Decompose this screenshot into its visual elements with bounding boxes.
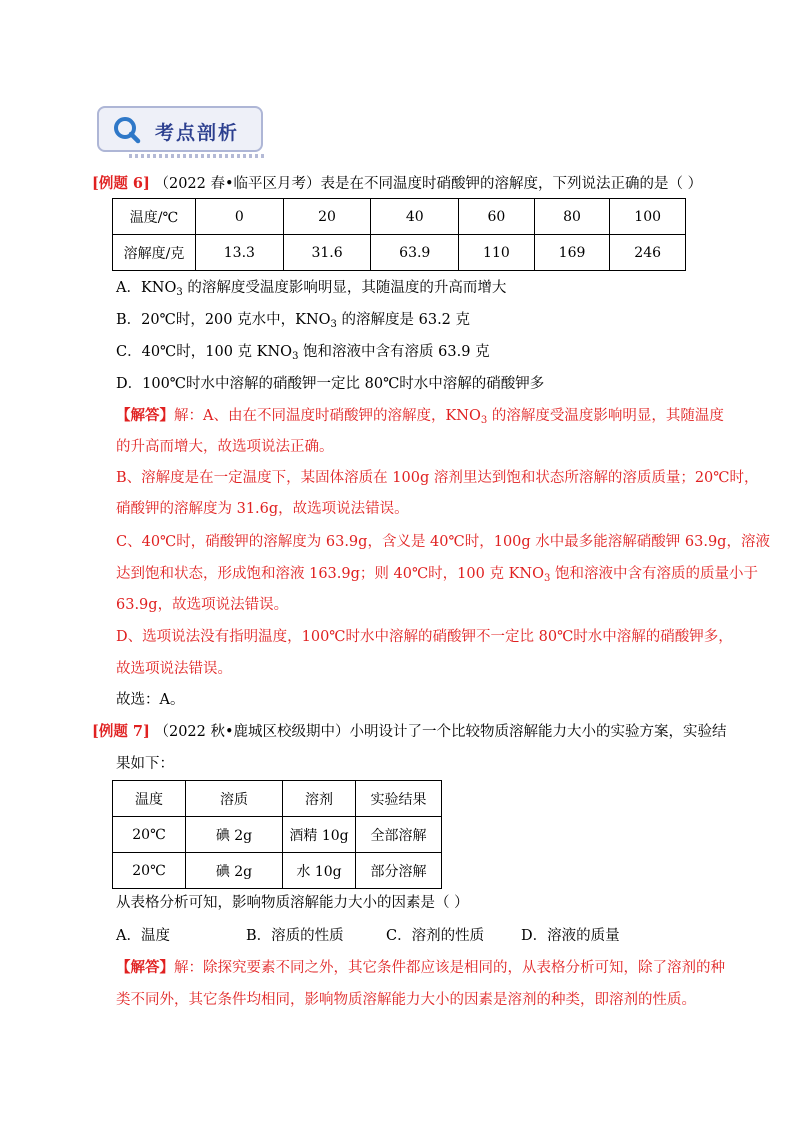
q6-option-d: D．100℃时水中溶解的硝酸钾一定比 80℃时水中溶解的硝酸钾多	[116, 376, 545, 392]
table-cell: 部分溶解	[356, 853, 442, 889]
q6-answer-line: C、40℃时，硝酸钾的溶解度为 63.9g，含义是 40℃时，100g 水中最多能溶解硝酸钾 63.9g，溶液	[116, 534, 770, 550]
table-cell: 20℃	[113, 817, 186, 853]
q6-answer-line: 故选项说法错误。	[116, 661, 232, 677]
q6-answer-line: D、选项说法没有指明温度，100℃时水中溶解的硝酸钾不一定比 80℃时水中溶解的硝酸钾多，	[116, 629, 733, 645]
table-row	[113, 199, 686, 235]
table-cell: 实验结果	[356, 781, 442, 817]
table-cell: 溶质	[186, 781, 283, 817]
q6-answer-line: 硝酸钾的溶解度为 31.6g，故选项说法错误。	[116, 501, 409, 517]
q7-question: 从表格分析可知，影响物质溶解能力大小的因素是（ ）	[116, 895, 469, 911]
q7-stem-line-2: 果如下：	[116, 756, 174, 772]
q7-answer-line: 类不同外，其它条件均相同，影响物质溶解能力大小的因素是溶剂的种类，即溶剂的性质。	[116, 992, 696, 1008]
table-cell: 0	[196, 199, 284, 235]
q6-tag: [例题 6]	[92, 175, 150, 192]
q6-answer-line: 达到饱和状态，形成饱和溶液 163.9g；则 40℃时，100 克 $KNO_3$ 饱和溶液中含有溶质的质量小于	[116, 566, 758, 584]
experiment-table	[112, 780, 442, 889]
q7-option-c: C．溶剂的性质	[386, 928, 485, 944]
table-cell: 100	[610, 199, 686, 235]
table-cell: 13.3	[196, 235, 284, 271]
table-cell: 全部溶解	[356, 817, 442, 853]
q6-option-b: B．20℃时，200 克水中，$KNO_3$ 的溶解度是 63.2 克	[116, 312, 471, 330]
table-cell: 碘 2g	[186, 817, 283, 853]
q7-stem-line	[92, 722, 727, 742]
q7-option-d: D．溶液的质量	[521, 928, 620, 944]
table-cell: 80	[534, 199, 610, 235]
q7-answer-line: 【解答】解：除探究要素不同之外，其它条件都应该是相同的，从表格分析可知，除了溶剂的种	[116, 959, 725, 976]
q6-option-c: C．40℃时，100 克 $KNO_3$ 饱和溶液中含有溶质 63.9 克	[116, 344, 490, 362]
table-row	[113, 817, 442, 853]
table-cell: 63.9	[371, 235, 459, 271]
table-cell: 碘 2g	[186, 853, 283, 889]
table-row	[113, 235, 686, 271]
table-cell: 60	[459, 199, 535, 235]
q6-answer-line: 63.9g，故选项说法错误。	[116, 597, 289, 613]
q6-answer-line: B、溶解度是在一定温度下，某固体溶质在 100g 溶剂里达到饱和状态所溶解的溶质质量；20℃时，	[116, 470, 759, 486]
table-cell: 酒精 10g	[283, 817, 356, 853]
q6-stem-line	[92, 174, 702, 194]
section-title: 考点剖析	[155, 122, 240, 144]
table-cell: 温度	[113, 781, 186, 817]
q7-tag: [例题 7]	[92, 723, 150, 740]
q7-stem: （2022 秋•鹿城区校级期中）小明设计了一个比较物质溶解能力大小的实验方案，实验结	[154, 724, 727, 740]
table-cell: 温度/℃	[113, 199, 196, 235]
table-cell: 20℃	[113, 853, 186, 889]
answer-tag: 【解答】	[116, 407, 174, 424]
table-cell: 水 10g	[283, 853, 356, 889]
table-row	[113, 781, 442, 817]
q6-choice: 故选：A。	[116, 692, 185, 708]
table-row	[113, 853, 442, 889]
table-cell: 169	[534, 235, 610, 271]
q6-answer-line: 的升高而增大，故选项说法正确。	[116, 439, 334, 455]
table-cell: 溶剂	[283, 781, 356, 817]
q7-option-a: A．温度	[116, 928, 170, 944]
table-cell: 110	[459, 235, 535, 271]
table-cell: 246	[610, 235, 686, 271]
table-cell: 40	[371, 199, 459, 235]
q6-answer-line: 【解答】解：A、由在不同温度时硝酸钾的溶解度，$KNO_3$ 的溶解度受温度影响明显，其随温度	[116, 407, 724, 426]
section-banner	[97, 106, 263, 152]
q7-option-b: B．溶质的性质	[246, 928, 344, 944]
search-icon	[113, 116, 141, 144]
solubility-table	[112, 198, 686, 271]
table-cell: 溶解度/克	[113, 235, 196, 271]
table-cell: 31.6	[283, 235, 371, 271]
q6-stem: （2022 春•临平区月考）表是在不同温度时硝酸钾的溶解度，下列说法正确的是（ ）	[154, 176, 703, 192]
table-cell: 20	[283, 199, 371, 235]
answer-tag: 【解答】	[116, 959, 174, 976]
q6-option-a: A．$KNO_3$ 的溶解度受温度影响明显，其随温度的升高而增大	[116, 280, 507, 298]
